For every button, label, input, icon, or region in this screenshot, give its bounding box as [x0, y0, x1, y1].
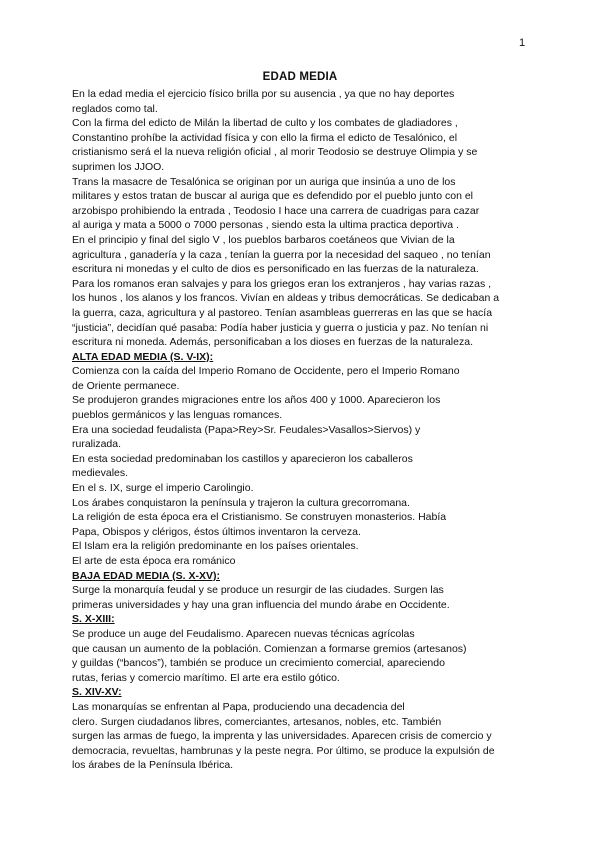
text-line: cristianismo será el la nueva religión oficial , al morir Teodosio se destruye Olimpia y se: [72, 146, 478, 159]
section-heading: S. X-XIII:: [72, 613, 115, 626]
text-line: Surge la monarquía feudal y se produce un resurgir de las ciudades. Surgen las: [72, 584, 444, 597]
text-line: surgen las armas de fuego, la imprenta y las universidades. Aparecen crisis de comercio y: [72, 730, 492, 743]
text-line: militares y estos tratan de buscar al auriga que es defendido por el pueblo junto con el: [72, 190, 473, 203]
text-line: La religión de esta época era el Cristianismo. Se construyen monasterios. Había: [72, 511, 447, 524]
text-line: Trans la masacre de Tesalónica se originan por un auriga que insinúa a uno de los: [72, 175, 456, 188]
text-line: y guildas (“bancos”), también se produce un crecimiento comercial, apareciendo: [72, 657, 445, 670]
page-number: 1: [519, 37, 526, 49]
text-line: rutas, ferias y comercio marítimo. El arte era estilo gótico.: [72, 671, 340, 684]
text-line: los hunos , los alanos y los francos. Vivían en aldeas y tribus democráticas. Se dedicaban a: [72, 292, 500, 305]
text-line: reglados como tal.: [72, 102, 158, 115]
text-line: democracia, revueltas, hambrunas y la peste negra. Por último, se produce la expulsión de: [72, 744, 495, 757]
text-line: Con la firma del edicto de Milán la libertad de culto y los combates de gladiadores ,: [72, 117, 458, 130]
text-line: suprimen los JJOO.: [72, 160, 165, 173]
text-line: Se produce un auge del Feudalismo. Aparecen nuevas técnicas agrícolas: [72, 627, 415, 640]
document-body: [72, 87, 532, 773]
text-line: al auriga y mata a 5000 o 7000 personas , siendo esta la ultima practica deportiva .: [72, 219, 459, 232]
document-title: EDAD MEDIA: [262, 71, 338, 83]
text-line: Las monarquías se enfrentan al Papa, produciendo una decadencia del: [72, 700, 405, 713]
text-line: En el principio y final del siglo V , los pueblos barbaros coetáneos que Vivian de la: [72, 233, 455, 246]
text-line: la guerra, caza, agricultura y al pastoreo. Tenían asambleas guerreras en las que se hacía: [72, 306, 493, 319]
text-line: escritura ni monedas y el culto de dios es personificado en las fuerzas de la naturaleza.: [72, 263, 479, 276]
text-line: pueblos germánicos y las lenguas romances.: [72, 409, 283, 422]
text-line: que causan un aumento de la población. Comienzan a formarse gremios (artesanos): [72, 642, 467, 655]
text-line: Constantino prohíbe la actividad física y con ello la firma el edicto de Tesalónico, el: [72, 131, 458, 144]
text-line: En esta sociedad predominaban los castillos y aparecieron los caballeros: [72, 452, 413, 465]
text-line: Se produjeron grandes migraciones entre los años 400 y 1000. Aparecieron los: [72, 394, 441, 407]
section-heading: S. XIV-XV:: [72, 686, 122, 699]
text-line: de Oriente permanece.: [72, 379, 180, 392]
text-line: clero. Surgen ciudadanos libres, comerciantes, artesanos, nobles, etc. También: [72, 715, 442, 728]
text-line: Los árabes conquistaron la península y trajeron la cultura grecorromana.: [72, 496, 410, 509]
text-line: medievales.: [72, 467, 129, 480]
text-line: Comienza con la caída del Imperio Romano de Occidente, pero el Imperio Romano: [72, 365, 460, 378]
text-line: los árabes de la Península Ibérica.: [72, 759, 234, 772]
text-line: El arte de esta época era románico: [72, 555, 236, 567]
text-line: primeras universidades y hay una gran influencia del mundo árabe en Occidente.: [72, 598, 450, 611]
section-heading: BAJA EDAD MEDIA (S. X-XV):: [72, 569, 220, 582]
section-heading: ALTA EDAD MEDIA (S. V-IX):: [72, 350, 214, 363]
text-line: Era una sociedad feudalista (Papa>Rey>Sr. Feudales>Vasallos>Siervos) y: [72, 423, 421, 436]
text-line: agricultura , ganadería y la caza , tenían la guerra por la necesidad del saqueo , no tenían: [72, 248, 491, 261]
text-line: El Islam era la religión predominante en los países orientales.: [72, 540, 359, 553]
text-line: En la edad media el ejercicio físico brilla por su ausencia , ya que no hay deportes: [72, 88, 455, 100]
text-line: Papa, Obispos y clérigos, éstos últimos inventaron la cerveza.: [72, 525, 361, 538]
text-line: ruralizada.: [72, 438, 122, 451]
text-line: “justicia”, decidían qué pasaba: Podía haber justicia y guerra o justicia y paz. No tenían ni: [72, 321, 489, 334]
text-line: En el s. IX, surge el imperio Carolingio.: [72, 482, 254, 495]
text-line: arzobispo prohibiendo la entrada , Teodosio I hace una carrera de cuadrigas para cazar: [72, 204, 480, 217]
text-line: Para los romanos eran salvajes y para los griegos eran los extranjeros , hay varias razas ,: [72, 277, 492, 290]
text-line: escritura ni moneda. Además, personificaban a los dioses en fuerzas de la naturaleza.: [72, 336, 473, 349]
